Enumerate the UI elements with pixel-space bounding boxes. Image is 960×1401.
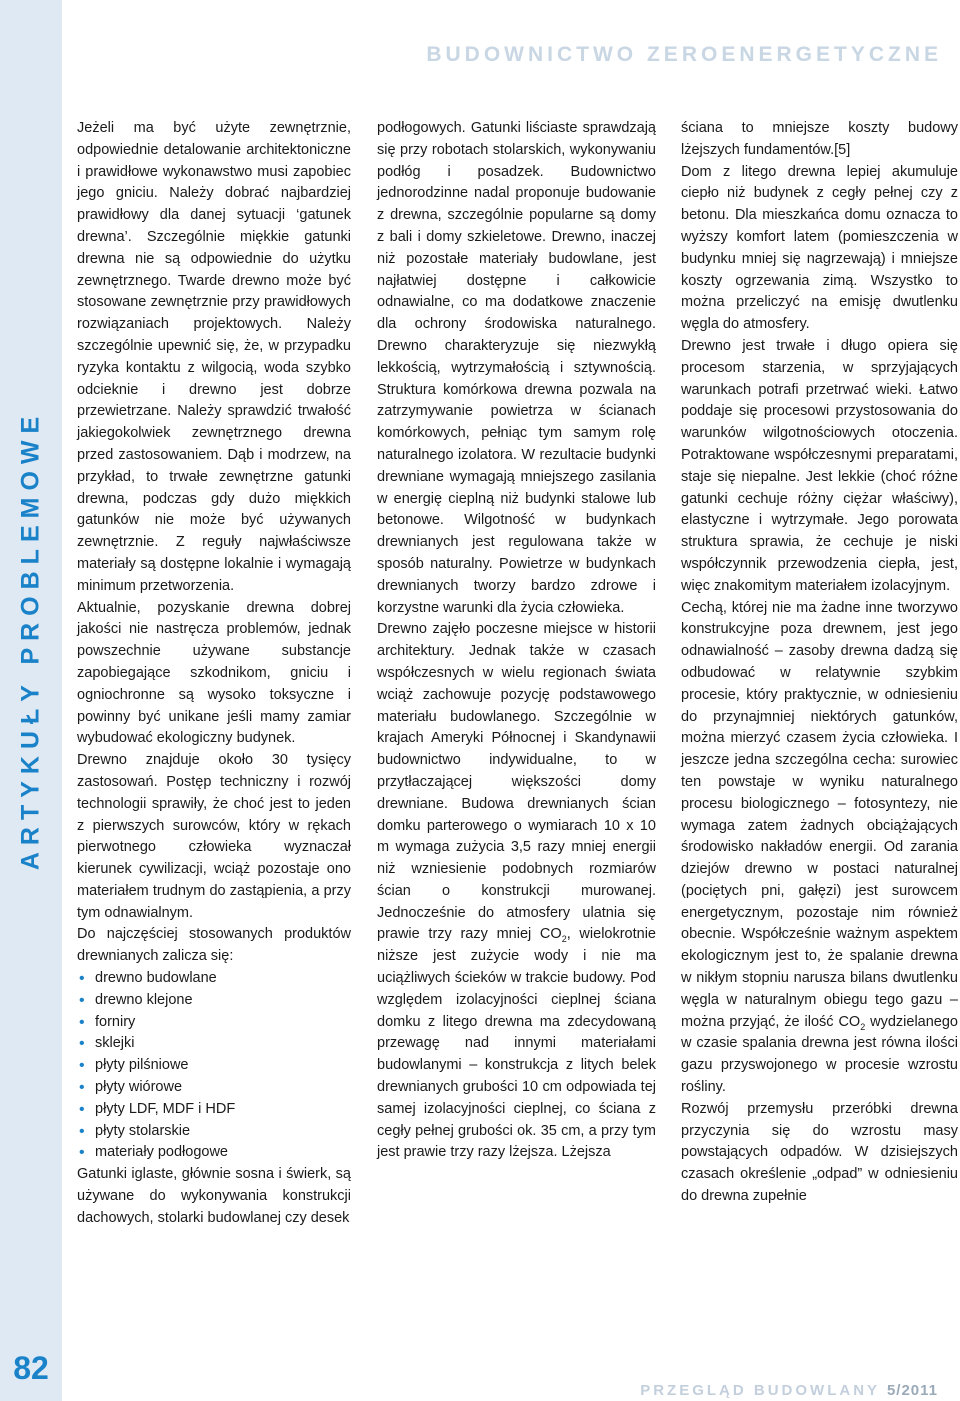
paragraph-text: Cechą, której nie ma żadne inne tworzywo konstrukcyjne poza drewnem, jest jego odnawialność – zasoby drewna dadzą się odbudować w relatywnie szybkim procesie, który praktycznie, w odniesieniu do przynajmniej niektórych gatunków, można mierzyć czasem życia człowieka. I jeszcze jedna szczególna cecha: surowiec ten powstaje w wyniku naturalnego procesu biologicznego – fotosyntezy, nie wymaga zatem żadnych obciążających środowisko nakładów energii. Od zarania dziejów drewno w postaci naturalnej (pociętych pni, gałęzi) jest surowcem energetycznym, pozostaje nim również obecnie. Współcześnie ważnym aspektem ekologicznym jest to, że spalanie drewna w nikłym stopniu narusza bilans dwutlenku węgla w naturalnym obiegu tego gazu – można przyjąć, że ilość CO: [681, 599, 958, 1030]
paragraph: podłogowych. Gatunki liściaste sprawdzają się przy robotach stolarskich, wykonywaniu podłóg i posadzek. Budownictwo jednorodzinne nadal proponuje budowanie z drewna, szczególnie popularne są domy z bali i domy szkieletowe. Drewno, inaczej niż pozostałe materiały budowlane, jest najłatwiej dostępne i całkowicie odnawialne, co ma dodatkowe znaczenie dla ochrony środowiska naturalnego. Drewno charakteryzuje się niezwykłą lekkością, wytrzymałością i sztywnością. Struktura komórkowa drewna pozwala na zatrzymywanie powietrza w ścianach komórkowych, pełniąc tym samym rolę naturalnego izolatora. W rezultacie budynki drewniane wymagają mniejszego zasilania w energię cieplną niż budynki stalowe lub betonowe. Wilgotność w budynkach drewnianych jest regulowana także w sposób naturalny. Powietrze w budynkach drewnianych tworzy bardzo zdrowe i korzystne warunki dla życia człowieka.: [377, 120, 656, 616]
paragraph: Drewno znajduje około 30 tysięcy zastosowań. Postęp techniczny i rozwój technologii sprawiły, że choć jest to jeden z pierwszych surowców, który w rękach pierwotnego człowieka wyznaczał kierunek cywilizacji, wciąż pozostaje ono materiałem trudnym do zastąpienia, a przy tym odnawialnym.: [77, 752, 351, 921]
issue-number: 5/2011: [886, 1382, 938, 1399]
paragraph-text: wydzielanego w czasie spalania drewna jest równa ilości gazu przyswojonego w procesie wzrostu rośliny.: [681, 1013, 958, 1096]
section-title: ARTYKUŁY PROBLEMOWE: [16, 409, 45, 871]
paragraph: ściana to mniejsze koszty budowy lżejszych fundamentów.[5]: [681, 120, 958, 158]
list-item: • sklejki: [77, 1033, 351, 1055]
subscript: 2: [561, 934, 567, 945]
list-item: • płyty pilśniowe: [77, 1055, 351, 1077]
text-column-2: [377, 118, 656, 1164]
list-item: • płyty wiórowe: [77, 1077, 351, 1099]
paragraph: [377, 619, 656, 1164]
paragraph: Do najczęściej stosowanych produktów drewnianych zalicza się:: [77, 926, 351, 965]
paragraph: Aktualnie, pozyskanie drewna dobrej jakości nie nastręcza problemów, jednak powszechnie używane substancje zapobiegające szkodnikom, gniciu i ogniochronne są wysoko toksyczne i powinny być unikane jeśli mamy zamiar wybudować ekologiczny budynek.: [77, 599, 351, 747]
list-item: • forniry: [77, 1012, 351, 1034]
text-column-3: [681, 118, 958, 1208]
paragraph-text: , wielokrotnie niższe jest zużycie wody i nie ma uciążliwych ścieków w trakcie budowy. Pod względem izolacyjności cieplnej ściana domku z litego drewna ma zdecydowaną przewagę nad innymi materiałami budowlanymi – konstrukcja z litych belek drewnianych grubości 10 cm odpowiada tej samej izolacyjności cieplnej, co ściana z cegły pełnej grubości ok. 35 cm, a przy tym jest prawie trzy razy lżejsza. Lżejsza: [377, 926, 656, 1161]
paragraph: [681, 598, 958, 1099]
product-list: [77, 968, 351, 1164]
list-item: • płyty stolarskie: [77, 1121, 351, 1143]
list-item: • materiały podłogowe: [77, 1142, 351, 1164]
text-column-1: [77, 118, 351, 1230]
page-number: 82: [13, 1350, 49, 1386]
paragraph: Jeżeli ma być użyte zewnętrznie, odpowiednie detalowanie architektoniczne i prawidłowe wykonawstwo musi zapobiec jego gniciu. Należy dobrać najbardziej prawidłowy dla danej sytuacji ‘gatunek drewna’. Szczególnie miękkie gatunki drewna nie są odpowiednie do użytku zewnętrznego. Twarde drewno może być stosowane zewnętrznie przy prawidłowych rozwiązaniach projektowych. Należy szczególnie upewnić się, że, w przypadku ryzyka kontaktu z wilgocią, woda szybko odcieknie i drewno jest dobrze przewietrzane. Należy sprawdzić trwałość jakiegokolwiek zewnętrznego drewna przed zastosowaniem. Dąb i modrzew, na przykład, to trwałe zewnętrzne gatunki drewna, podczas gdy dużo miękkich gatunków nie może być używanych zewnętrznie. Z reguły najwłaściwsze materiały są dostępne lokalnie i wymagają minimum przetworzenia.: [77, 120, 351, 594]
running-footer: [640, 1382, 938, 1399]
list-item: • płyty LDF, MDF i HDF: [77, 1099, 351, 1121]
paragraph: Gatunki iglaste, głównie sosna i świerk, są używane do wykonywania konstrukcji dachowych, stolarki budowlanej czy desek: [77, 1166, 351, 1226]
list-item: • drewno budowlane: [77, 968, 351, 990]
list-item: • drewno klejone: [77, 990, 351, 1012]
subscript: 2: [860, 1021, 866, 1032]
paragraph: Dom z litego drewna lepiej akumuluje ciepło niż budynek z cegły pełnej czy z betonu. Dla mieszkańca domu oznacza to wyższy komfort latem (pomieszczenia w budynku mniej się nagrzewają) i mniejsze koszty ogrzewania zimą. Wszystko to można przeliczyć na emisję dwutlenku węgla do atmosfery.: [681, 163, 958, 333]
running-header: BUDOWNICTWO ZEROENERGETYCZNE: [426, 43, 942, 66]
paragraph: Rozwój przemysłu przeróbki drewna przyczynia się do wzrostu masy powstających odpadów. W dzisiejszych czasach określenie „odpad” w odniesieniu do drewna zupełnie: [681, 1100, 958, 1205]
magazine-name: PRZEGLĄD BUDOWLANY: [640, 1382, 880, 1399]
sidebar-band: [0, 0, 62, 1401]
paragraph: Drewno jest trwałe i długo opiera się procesom starzenia, w sprzyjających warunkach potrafi przetrwać wieki. Łatwo poddaje się procesowi przystosowania do warunków wilgotnościowych otoczenia. Potraktowane współczesnymi preparatami, staje się niepalne. Jest lekkie (choć różne gatunki cechuje różny ciężar właściwy), elastyczne i wytrzymałe. Jego porowata struktura sprawia, że cechuje je niski współczynnik przewodzenia ciepła, jest, więc znakomitym materiałem izolacyjnym.: [681, 337, 958, 594]
paragraph-text: Drewno zajęło poczesne miejsce w historii architektury. Jednak także w czasach współczesnych w wielu regionach świata wciąż zachowuje pozycję podstawowego materiału budowlanego. Szczególnie w krajach Ameryki Północnej i Skandynawii budownictwo indywidualne, to w przytłaczającej większości domy drewniane. Budowa drewnianych ścian domku parterowego o wymiarach 10 x 10 m wymaga zużycia 3,5 razy mniej energii niż wzniesienie podobnych rozmiarów ścian o konstrukcji murowanej. Jednocześnie do atmosfery ulatnia się prawie trzy razy mniej CO: [377, 621, 656, 943]
